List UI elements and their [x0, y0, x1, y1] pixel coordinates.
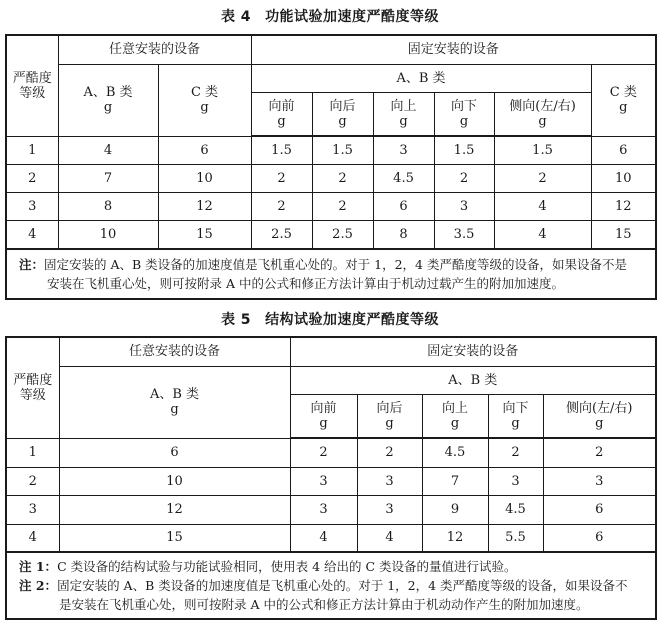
fixed-ab-header: A、B 类	[290, 366, 656, 394]
header-line: 向上	[390, 98, 417, 114]
fixed-install-header: 固定安装的设备	[251, 35, 656, 64]
table-cell: 1.5	[494, 136, 591, 164]
header-line: 侧向(左/右)	[509, 98, 576, 114]
table-cell: 8	[58, 192, 158, 220]
header-line: 向后	[329, 98, 356, 114]
note-label: 注：	[19, 257, 45, 272]
table-cell: 5.5	[488, 524, 543, 552]
header-line: 等级	[19, 85, 46, 101]
header-line: C 类	[190, 85, 219, 100]
direction-lateral-header	[543, 394, 656, 438]
table-cell: 4.5	[422, 438, 488, 467]
header-line: A、B 类	[83, 85, 133, 100]
table-cell: 15	[591, 220, 656, 249]
table-row	[6, 164, 656, 192]
note-continuation: 安装在飞机重心处，则可按附录 A 中的公式和修正方法计算由于机动过载产生的附加加速度。	[47, 276, 564, 291]
table4	[5, 34, 657, 300]
table-cell: 4	[494, 220, 591, 249]
table-cell: 2	[434, 164, 494, 192]
header-unit: g	[450, 415, 460, 431]
table-cell: 3	[6, 495, 59, 524]
table-cell: 2	[488, 438, 543, 467]
table-cell: 3	[290, 467, 357, 495]
direction-lateral-header	[494, 92, 591, 136]
table4-caption-title: 功能试验加速度严酷度等级	[265, 9, 440, 25]
any-ab-header	[58, 64, 158, 136]
table-cell: 3.5	[434, 220, 494, 249]
table-cell: 2.5	[251, 220, 312, 249]
table-cell: 10	[591, 164, 656, 192]
header-unit: g	[385, 415, 394, 431]
direction-backward-header	[312, 92, 373, 136]
direction-up-header	[373, 92, 434, 136]
table5-caption-number: 表 5	[220, 312, 252, 328]
direction-forward-header	[290, 394, 357, 438]
table5-caption	[0, 309, 660, 329]
header-line: 向上	[441, 400, 468, 416]
header-unit: g	[399, 113, 408, 129]
direction-backward-header	[357, 394, 422, 438]
table-cell: 12	[591, 192, 656, 220]
table-cell: 1.5	[251, 136, 312, 164]
fixed-ab-header: A、B 类	[251, 64, 591, 92]
direction-down-header	[488, 394, 543, 438]
header-line: 严酷度	[12, 70, 52, 86]
table-cell: 2	[494, 164, 591, 192]
table-cell: 4	[290, 524, 357, 552]
table-cell: 2	[251, 164, 312, 192]
note-text: 固定安装的 A、B 类设备的加速度值是飞机重心处的。对于 1，2，4 类严酷度等级的设备，如果设备不	[57, 578, 628, 593]
table-cell: 3	[488, 467, 543, 495]
header-unit: g	[170, 402, 179, 417]
table-cell: 15	[158, 220, 251, 249]
table-cell: 4	[6, 220, 58, 249]
header-line: 向下	[502, 400, 529, 416]
header-unit: g	[319, 415, 328, 431]
fixed-c-header	[591, 64, 656, 136]
table5	[5, 336, 657, 620]
table-cell: 2	[543, 438, 656, 467]
table-cell: 3	[290, 495, 357, 524]
table-row	[6, 524, 656, 552]
table-row	[6, 220, 656, 249]
header-unit: g	[511, 415, 520, 431]
table-cell: 6	[158, 136, 251, 164]
table-cell: 4	[357, 524, 422, 552]
header-unit: g	[538, 113, 547, 129]
note-continuation: 是安装在飞机重心处，则可按附录 A 中的公式和修正方法计算由于机动动作产生的附加加速度。	[59, 597, 589, 612]
table-row	[6, 438, 656, 467]
table4-caption-number: 表 4	[220, 9, 252, 25]
header-unit: g	[200, 100, 209, 115]
table5-notes	[6, 552, 656, 619]
direction-forward-header	[251, 92, 312, 136]
table-cell: 2	[251, 192, 312, 220]
any-install-header: 任意安装的设备	[58, 35, 251, 64]
header-line: 严酷度	[13, 372, 53, 388]
note-line	[19, 255, 647, 274]
table-cell: 2	[290, 438, 357, 467]
direction-up-header	[422, 394, 488, 438]
table-cell: 7	[58, 164, 158, 192]
table-cell: 4	[58, 136, 158, 164]
any-install-header: 任意安装的设备	[59, 337, 290, 366]
any-c-header	[158, 64, 251, 136]
table-cell: 2.5	[312, 220, 373, 249]
header-line: C 类	[609, 85, 637, 100]
table-cell: 7	[422, 467, 488, 495]
note-text: 固定安装的 A、B 类设备的加速度值是飞机重心处的。对于 1，2，4 类严酷度等级的设备，如果设备不是	[44, 257, 627, 272]
table-cell: 4	[494, 192, 591, 220]
note-label: 注 1：	[19, 559, 58, 574]
table-cell: 4.5	[373, 164, 434, 192]
table5-caption-title: 结构试验加速度严酷度等级	[265, 312, 440, 328]
table-cell: 2	[312, 192, 373, 220]
table-cell: 9	[422, 495, 488, 524]
table-cell: 1.5	[434, 136, 494, 164]
table-cell: 12	[158, 192, 251, 220]
header-unit: g	[595, 415, 604, 431]
table-cell: 6	[543, 524, 656, 552]
table-cell: 8	[373, 220, 434, 249]
table-row	[6, 136, 656, 164]
table-cell: 2	[6, 164, 58, 192]
table-cell: 3	[543, 467, 656, 495]
table-cell: 12	[422, 524, 488, 552]
table-cell: 4	[6, 524, 59, 552]
header-unit: g	[338, 113, 347, 129]
header-line: 向后	[376, 400, 403, 416]
header-line: 侧向(左/右)	[565, 400, 633, 416]
table-cell: 2	[6, 467, 59, 495]
table-cell: 3	[6, 192, 58, 220]
header-line: 向前	[310, 400, 337, 416]
table-cell: 6	[591, 136, 656, 164]
severity-header	[6, 35, 58, 136]
table-cell: 1	[6, 438, 59, 467]
table4-note	[6, 249, 656, 299]
table-cell: 3	[373, 136, 434, 164]
header-line: 向下	[451, 98, 478, 114]
header-line: A、B 类	[149, 387, 200, 402]
header-unit: g	[103, 100, 113, 115]
note-label: 注 2：	[19, 578, 58, 593]
table-row	[6, 495, 656, 524]
note-1	[19, 557, 647, 576]
table-cell: 6	[373, 192, 434, 220]
table-cell: 3	[357, 467, 422, 495]
fixed-install-header: 固定安装的设备	[290, 337, 656, 366]
table-cell: 2	[357, 438, 422, 467]
table-cell: 2	[312, 164, 373, 192]
header-unit: g	[619, 100, 628, 115]
table-cell: 10	[158, 164, 251, 192]
table-cell: 15	[59, 524, 290, 552]
table-cell: 6	[543, 495, 656, 524]
table-cell: 4.5	[488, 495, 543, 524]
header-line: 向前	[268, 98, 295, 114]
table-row	[6, 192, 656, 220]
table-cell: 1.5	[312, 136, 373, 164]
table-row	[6, 467, 656, 495]
table-cell: 12	[59, 495, 290, 524]
table-cell: 1	[6, 136, 58, 164]
header-line: 等级	[19, 387, 46, 403]
note-text: C 类设备的结构试验与功能试验相同，使用表 4 给出的 C 类设备的量值进行试验。	[57, 559, 517, 574]
table-cell: 10	[58, 220, 158, 249]
table4-caption	[0, 6, 660, 26]
table-cell: 3	[434, 192, 494, 220]
note-2	[19, 576, 647, 595]
table-cell: 10	[59, 467, 290, 495]
any-ab-header	[59, 366, 290, 438]
header-unit: g	[277, 113, 286, 129]
table-cell: 3	[357, 495, 422, 524]
table-cell: 6	[59, 438, 290, 467]
direction-down-header	[434, 92, 494, 136]
severity-header	[6, 337, 59, 438]
header-unit: g	[459, 113, 469, 129]
